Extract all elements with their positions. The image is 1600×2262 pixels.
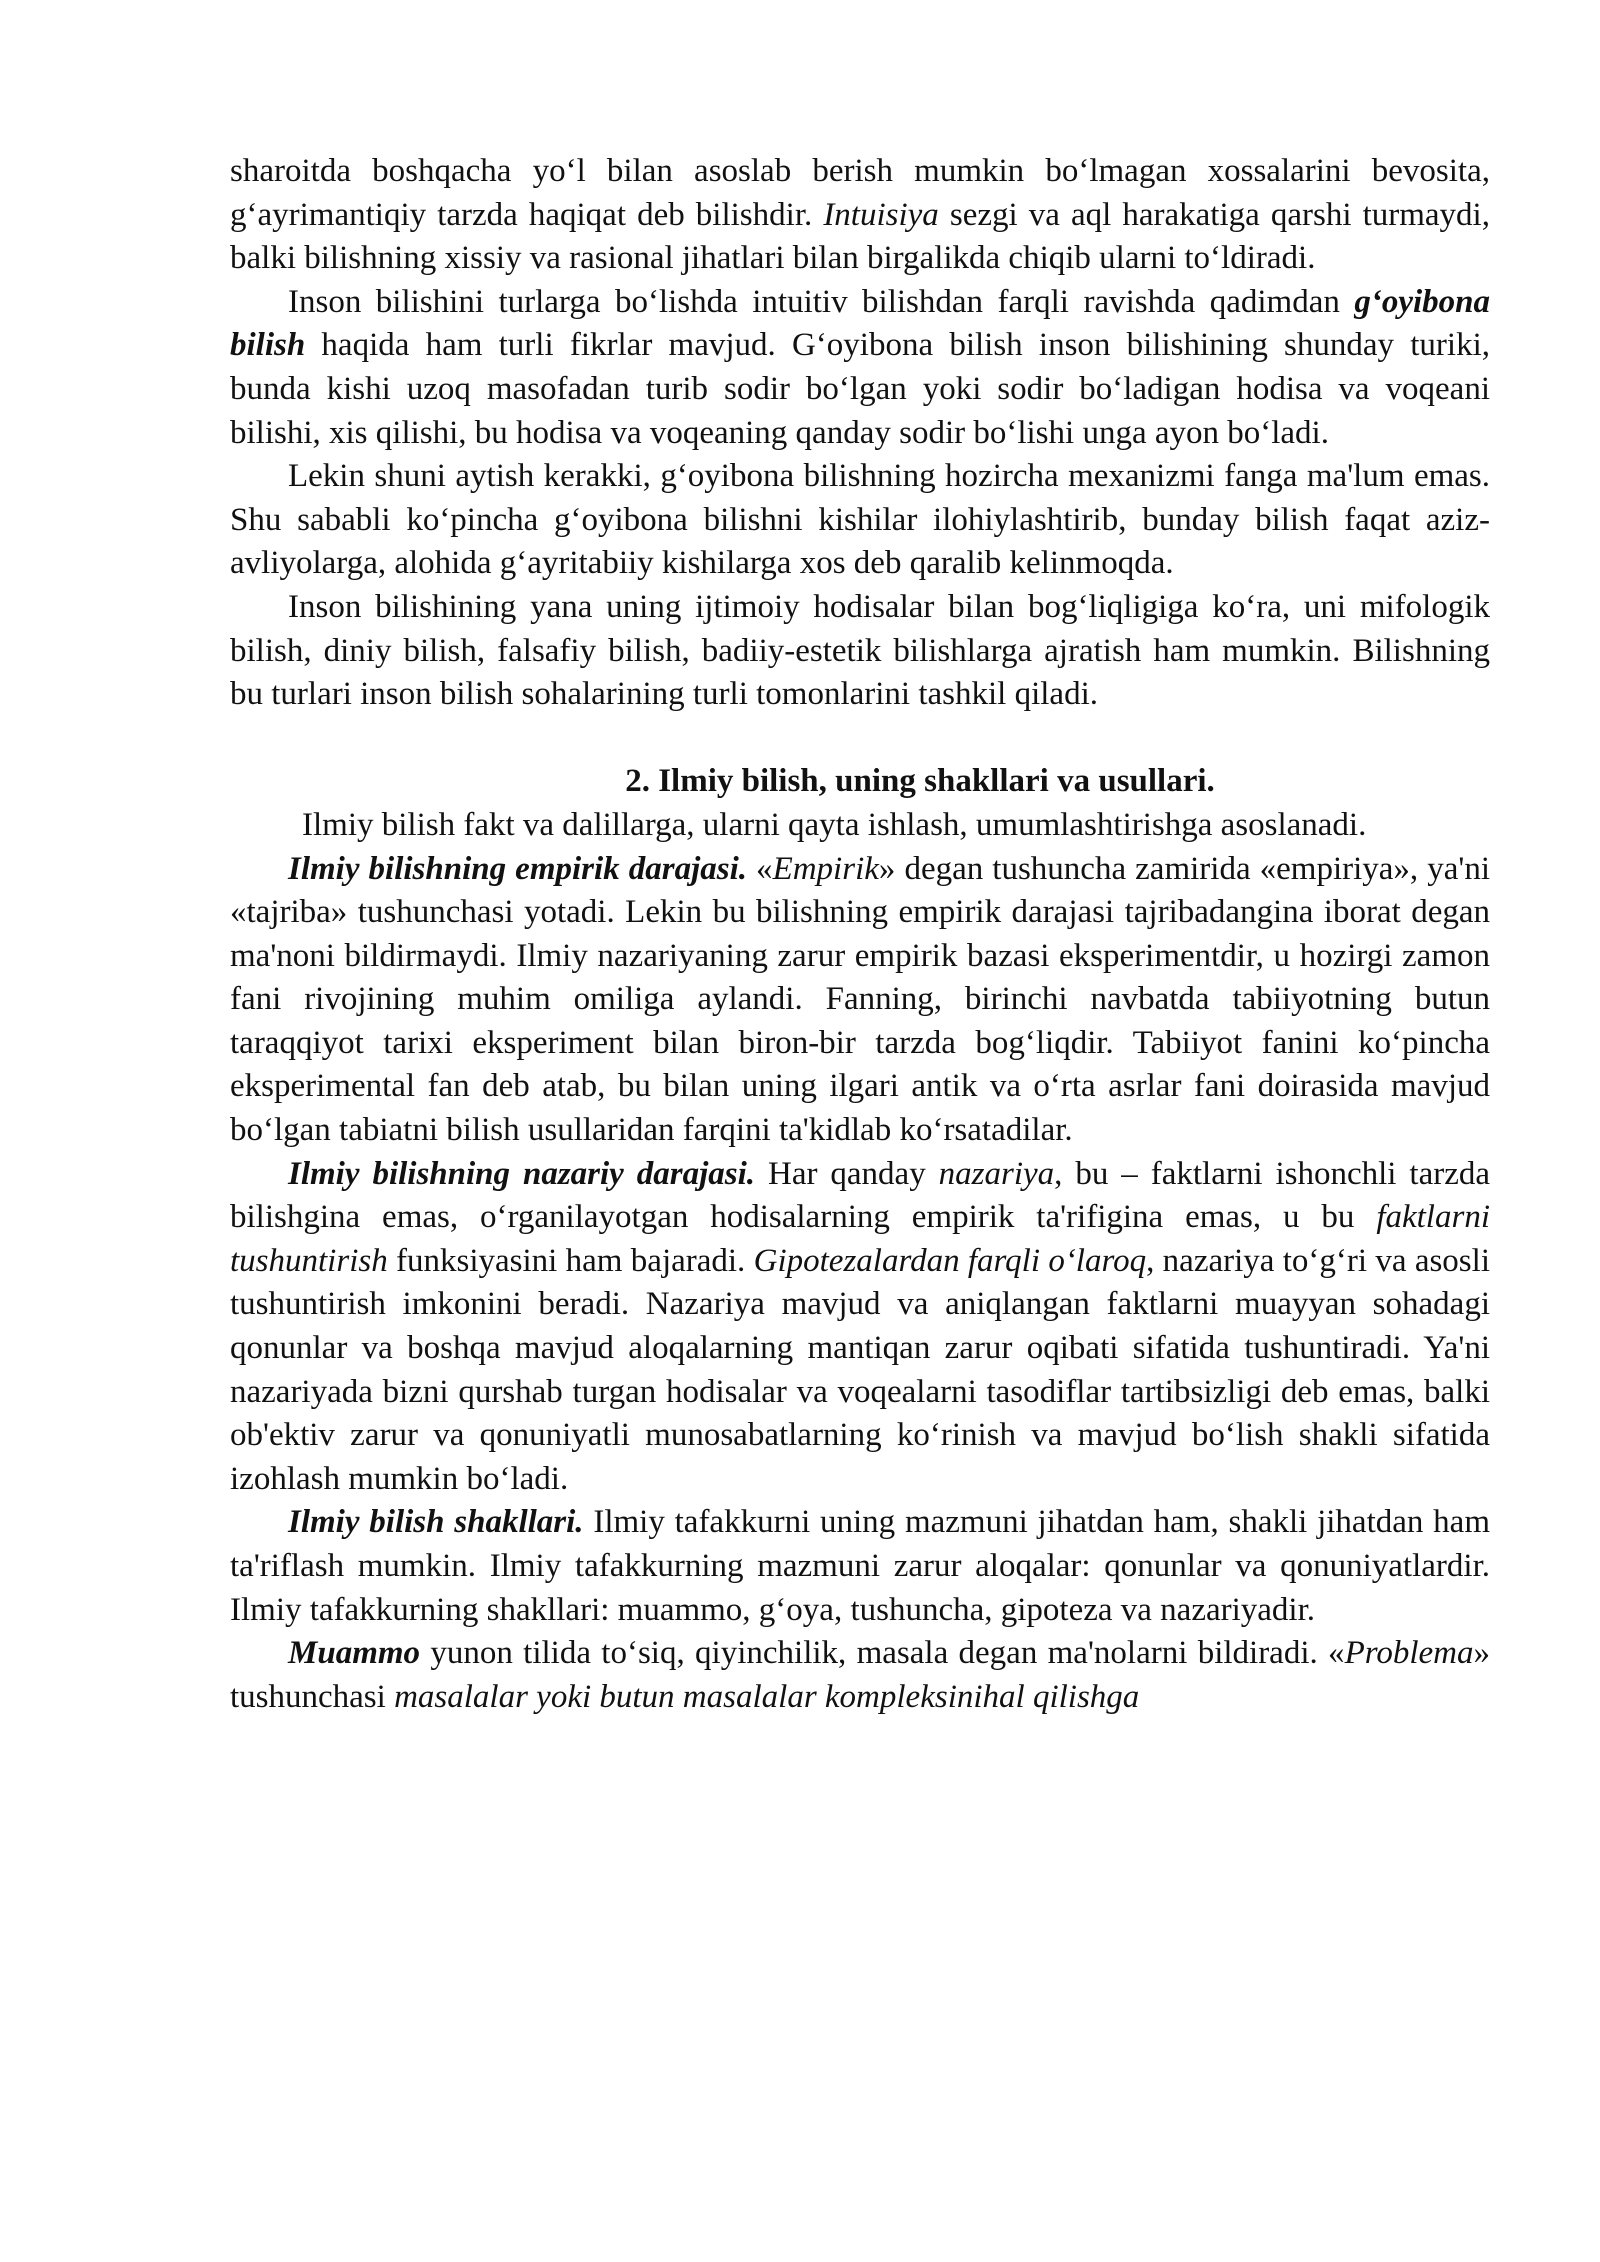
term-masalalar: masalalar yoki butun masalalar kompleksinihal qilishga	[394, 1678, 1140, 1715]
text-run: , bu – faktlarni ishonchli tarzda bilishgina emas, o‘rganilayotgan hodisalarning empirik ta'rifigina emas, u bu	[230, 1155, 1491, 1236]
term-intuisiya: Intuisiya	[823, 196, 939, 233]
text-run: Inson bilishini turlarga bo‘lishda intuitiv bilishdan farqli ravishda qadimdan	[288, 283, 1355, 320]
text-run: funksiyasini ham bajaradi.	[387, 1242, 754, 1279]
paragraph-goyibona-mexanizm: Lekin shuni aytish kerakki, g‘oyibona bilishning hozircha mexanizmi fanga ma'lum emas. Shu sababli ko‘pincha g‘oyibona bilishni kishilar ilohiylashtirib, bunday bilish faqat aziz-avliyolarga, alohida g‘ayritabiiy kishilarga xos deb qaralib kelinmoqda.	[230, 458, 1490, 582]
spacer	[230, 717, 1490, 761]
text-run: sharoitda boshqacha yo‘l bilan asoslab berish mumkin bo‘lmagan xossalarini bevosita, g‘ayrimantiqiy tarzda haqiqat deb bilishdir.	[230, 153, 1490, 233]
text-run: sezgi va aql harakatiga qarshi turmaydi, balki bilishning xissiy va rasional jihatlari bilan birgalikda chiqib ularni to‘ldiradi.	[230, 196, 1490, 277]
text-run: , nazariya to‘g‘ri va asosli tushuntirish imkonini beradi. Nazariya mavjud va aniqlangan faktlarni muayyan sohadagi qonunlar va boshqa mavjud aloqalarning mantiqan zarur oqibati sifatida tushuntiradi. Ya'ni nazariyada bizni qurshab turgan hodisalar va voqealarni tasodiflar tartibsizligi deb emas, balki ob'ektiv zarur va qonuniyatli munosabatlarning ko‘rinish va mavjud bo‘lish shakli sifatida izohlash mumkin bo‘ladi.	[230, 1242, 1490, 1497]
term-empirik-daraja: Ilmiy bilishning empirik darajasi.	[288, 850, 747, 887]
text-run: haqida ham turli fikrlar mavjud. G‘oyibona bilish inson bilishining shunday turiki, bunda kishi uzoq masofadan turib sodir bo‘lgan yoki sodir bo‘ladigan hodisa va voqeani bilishi, xis qilishi, bu hodisa va voqeaning qanday sodir bo‘lishi unga ayon bo‘ladi.	[230, 327, 1490, 451]
text-run: » degan tushuncha zamirida «empiriya», ya'ni «tajriba» tushunchasi yotadi. Lekin bu bilishning empirik darajasi tajribadangina iborat degan ma'noni bildirmaydi. Ilmiy nazariyaning zarur empirik bazasi eksperimentdir, u hozirgi zamon fani rivojining muhim omiliga aylandi. Fanning, birinchi navbatda tabiiyotning butun taraqqiyot tarixi eksperiment bilan biron-bir tarzda bog‘liqdir. Tabiiyot fanini ko‘pincha eksperimental fan deb atab, bu bilan uning ilgari antik va o‘rta asrlar fani doirasida mavjud bo‘lgan tabiatni bilish usullaridan farqini ta'kidlab ko‘rsatadilar.	[230, 850, 1490, 1149]
term-faktlarni-tushuntirish: faktlarni tushuntirish	[230, 1199, 1490, 1279]
term-nazariya: nazariya	[938, 1155, 1055, 1192]
text-run: » tushunchasi	[230, 1635, 1490, 1715]
document-page	[230, 150, 1490, 1719]
term-problema: Problema	[1344, 1635, 1474, 1672]
text-run: yunon tilida to‘siq, qiyinchilik, masala degan ma'nolarni bildiradi. «	[420, 1635, 1345, 1672]
paragraph-nazariy-daraja	[230, 1153, 1490, 1502]
text-run: «	[747, 850, 773, 887]
term-gipotezalardan: Gipotezalardan farqli o‘laroq	[753, 1242, 1147, 1279]
paragraph-intuition-end	[230, 150, 1490, 281]
paragraph-goyibona-bilish	[230, 281, 1490, 455]
paragraph-bilish-turlari: Inson bilishining yana uning ijtimoiy hodisalar bilan bog‘liqligiga ko‘ra, uni mifologik bilish, diniy bilish, falsafiy bilish, badiiy-estetik bilishlarga ajratish ham mumkin. Bilishning bu turlari inson bilish sohalarining turli tomonlarini tashkil qiladi.	[230, 588, 1490, 713]
paragraph-bilish-shakllari	[230, 1501, 1490, 1632]
term-empirik: Empirik	[772, 850, 879, 887]
term-bilish-shakllari: Ilmiy bilish shakllari.	[288, 1504, 584, 1541]
text-run: Har qanday	[755, 1155, 939, 1192]
term-muammo: Muammo	[288, 1635, 421, 1672]
text-run: Ilmiy tafakkurni uning mazmuni jihatdan ham, shakli jihatdan ham ta'riflash mumkin. Ilmiy tafakkurning mazmuni zarur aloqalar: qonunlar va qonuniyatlardir. Ilmiy tafakkurning shakllari: muammo, g‘oya, tushuncha, gipoteza va nazariyadir.	[230, 1504, 1490, 1628]
paragraph-ilmiy-bilish: Ilmiy bilish fakt va dalillarga, ularni qayta ishlash, umumlashtirishga asoslanadi.	[302, 806, 1367, 843]
paragraph-muammo	[230, 1632, 1490, 1719]
section-heading: 2. Ilmiy bilish, uning shakllari va usullari.	[625, 763, 1215, 800]
term-goyibona-bilish: g‘oyibona bilish	[230, 283, 1490, 364]
term-nazariy-daraja: Ilmiy bilishning nazariy darajasi.	[288, 1155, 756, 1192]
paragraph-empirik-daraja	[230, 848, 1490, 1153]
